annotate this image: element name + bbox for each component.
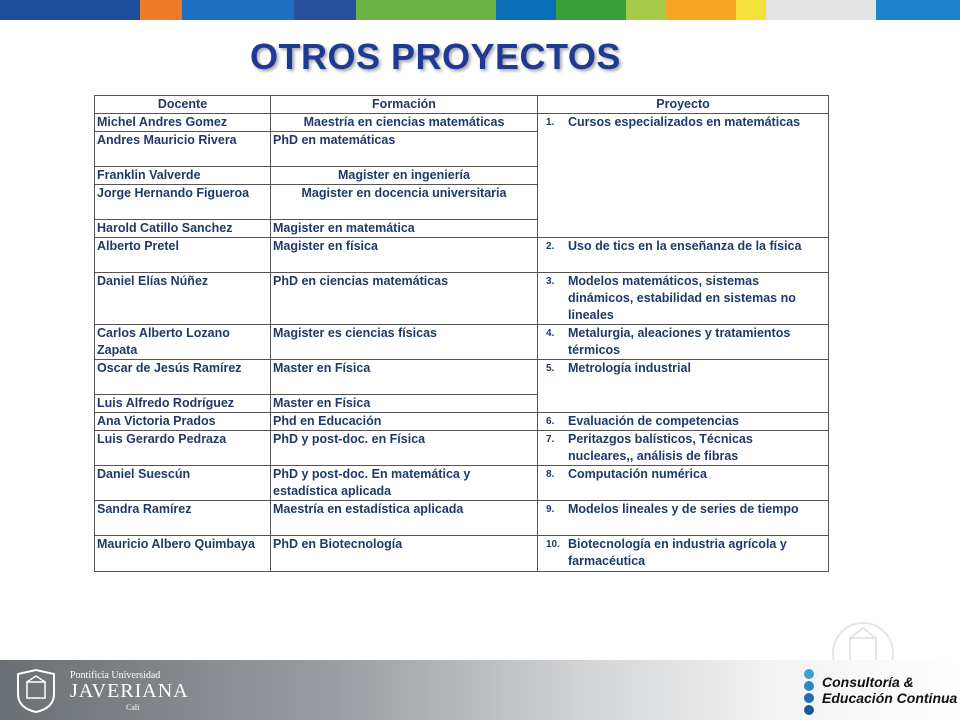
- proyecto-cell: [538, 325, 829, 360]
- javeriana-logo: [14, 666, 214, 716]
- docente-cell: Jorge Hernando Figueroa: [95, 185, 271, 220]
- color-segment: [876, 0, 960, 20]
- header-docente: Docente: [95, 96, 271, 114]
- formacion-cell: Magister en docencia universitaria: [271, 185, 538, 220]
- formacion-cell: PhD en Biotecnología: [271, 536, 538, 572]
- table-row: [95, 273, 829, 325]
- project-number: 2.: [546, 241, 555, 252]
- brand-line2: Educación Continua: [822, 690, 958, 706]
- proyecto-cell: [538, 273, 829, 325]
- project-number: 7.: [546, 434, 555, 445]
- brand-line1: Consultoría &: [822, 674, 914, 690]
- proyecto-cell: [538, 466, 829, 501]
- project-text: Evaluación de competencias: [568, 414, 739, 428]
- formacion-cell: Magister en física: [271, 238, 538, 273]
- university-name-line2: JAVERIANA: [70, 680, 189, 702]
- formacion-cell: PhD y post-doc. en Física: [271, 431, 538, 466]
- project-number: 4.: [546, 328, 555, 339]
- color-segment: [496, 0, 556, 20]
- docente-cell: Andres Mauricio Rivera: [95, 132, 271, 167]
- color-segment: [140, 0, 182, 20]
- header-formacion: Formación: [271, 96, 538, 114]
- university-name-line1: Pontificia Universidad: [70, 670, 161, 681]
- color-segment: [556, 0, 626, 20]
- project-number: 8.: [546, 469, 555, 480]
- table-row: [95, 413, 829, 431]
- university-city: Cali: [126, 703, 140, 712]
- table-row: [95, 466, 829, 501]
- formacion-cell: PhD en matemáticas: [271, 132, 538, 167]
- docente-cell: Mauricio Albero Quimbaya: [95, 536, 271, 572]
- table-row: [95, 360, 829, 395]
- table-header-row: [95, 96, 829, 114]
- project-number: 10.: [546, 539, 560, 550]
- docente-cell: Daniel Suescún: [95, 466, 271, 501]
- docente-cell: Luis Gerardo Pedraza: [95, 431, 271, 466]
- docente-cell: Harold Catillo Sanchez: [95, 220, 271, 238]
- formacion-cell: PhD y post-doc. En matemática y estadística aplicada: [271, 466, 538, 501]
- formacion-cell: PhD en ciencias matemáticas: [271, 273, 538, 325]
- top-color-bar: [0, 0, 960, 20]
- proyecto-cell: [538, 431, 829, 466]
- color-segment: [666, 0, 736, 20]
- project-number: 3.: [546, 276, 555, 287]
- proyecto-cell: [538, 536, 829, 572]
- table-row: [95, 114, 829, 132]
- color-segment: [736, 0, 766, 20]
- table-row: [95, 431, 829, 466]
- formacion-cell: Maestría en ciencias matemáticas: [271, 114, 538, 132]
- project-number: 9.: [546, 504, 555, 515]
- slide-title: OTROS PROYECTOS: [250, 36, 621, 77]
- docente-cell: Oscar de Jesús Ramírez: [95, 360, 271, 395]
- projects-table: [94, 95, 829, 572]
- docente-cell: Luis Alfredo Rodríguez: [95, 395, 271, 413]
- docente-cell: Sandra Ramírez: [95, 501, 271, 536]
- docente-cell: Alberto Pretel: [95, 238, 271, 273]
- project-text: Cursos especializados en matemáticas: [568, 115, 801, 129]
- consultoria-logo: [800, 664, 960, 720]
- table-row: [95, 325, 829, 360]
- table-row: [95, 536, 829, 572]
- project-text: Uso de tics en la enseñanza de la física: [568, 239, 802, 253]
- formacion-cell: Magister en matemática: [271, 220, 538, 238]
- formacion-cell: Phd en Educación: [271, 413, 538, 431]
- project-text: Metrología industrial: [568, 361, 691, 375]
- formacion-cell: Magister en ingeniería: [271, 167, 538, 185]
- table-row: [95, 238, 829, 273]
- proyecto-cell: [538, 360, 829, 413]
- color-segment: [626, 0, 666, 20]
- brand-dots-icon: [800, 668, 818, 720]
- table-row: [95, 501, 829, 536]
- project-number: 5.: [546, 363, 555, 374]
- formacion-cell: Master en Física: [271, 360, 538, 395]
- docente-cell: Carlos Alberto Lozano Zapata: [95, 325, 271, 360]
- project-number: 1.: [546, 117, 555, 128]
- proyecto-cell: [538, 238, 829, 273]
- project-text: Computación numérica: [568, 467, 707, 481]
- project-text: Modelos matemáticos, sistemas dinámicos, estabilidad en sistemas no lineales: [568, 274, 796, 322]
- university-crest-icon: [14, 668, 58, 714]
- formacion-cell: Magister es ciencias físicas: [271, 325, 538, 360]
- docente-cell: Daniel Elías Núñez: [95, 273, 271, 325]
- color-segment: [294, 0, 356, 20]
- proyecto-cell: [538, 413, 829, 431]
- docente-cell: Michel Andres Gomez: [95, 114, 271, 132]
- proyecto-cell: [538, 114, 829, 238]
- header-proyecto: Proyecto: [538, 96, 829, 114]
- docente-cell: Ana Victoria Prados: [95, 413, 271, 431]
- project-text: Biotecnología en industria agrícola y farmacéutica: [568, 537, 787, 568]
- project-text: Peritazgos balísticos, Técnicas nucleares,, análisis de fibras: [568, 432, 753, 463]
- project-number: 6.: [546, 416, 555, 427]
- formacion-cell: Master en Física: [271, 395, 538, 413]
- formacion-cell: Maestría en estadística aplicada: [271, 501, 538, 536]
- docente-cell: Franklin Valverde: [95, 167, 271, 185]
- color-segment: [0, 0, 140, 20]
- color-segment: [766, 0, 876, 20]
- project-text: Metalurgia, aleaciones y tratamientos térmicos: [568, 326, 791, 357]
- project-text: Modelos lineales y de series de tiempo: [568, 502, 799, 516]
- color-segment: [182, 0, 294, 20]
- color-segment: [356, 0, 496, 20]
- proyecto-cell: [538, 501, 829, 536]
